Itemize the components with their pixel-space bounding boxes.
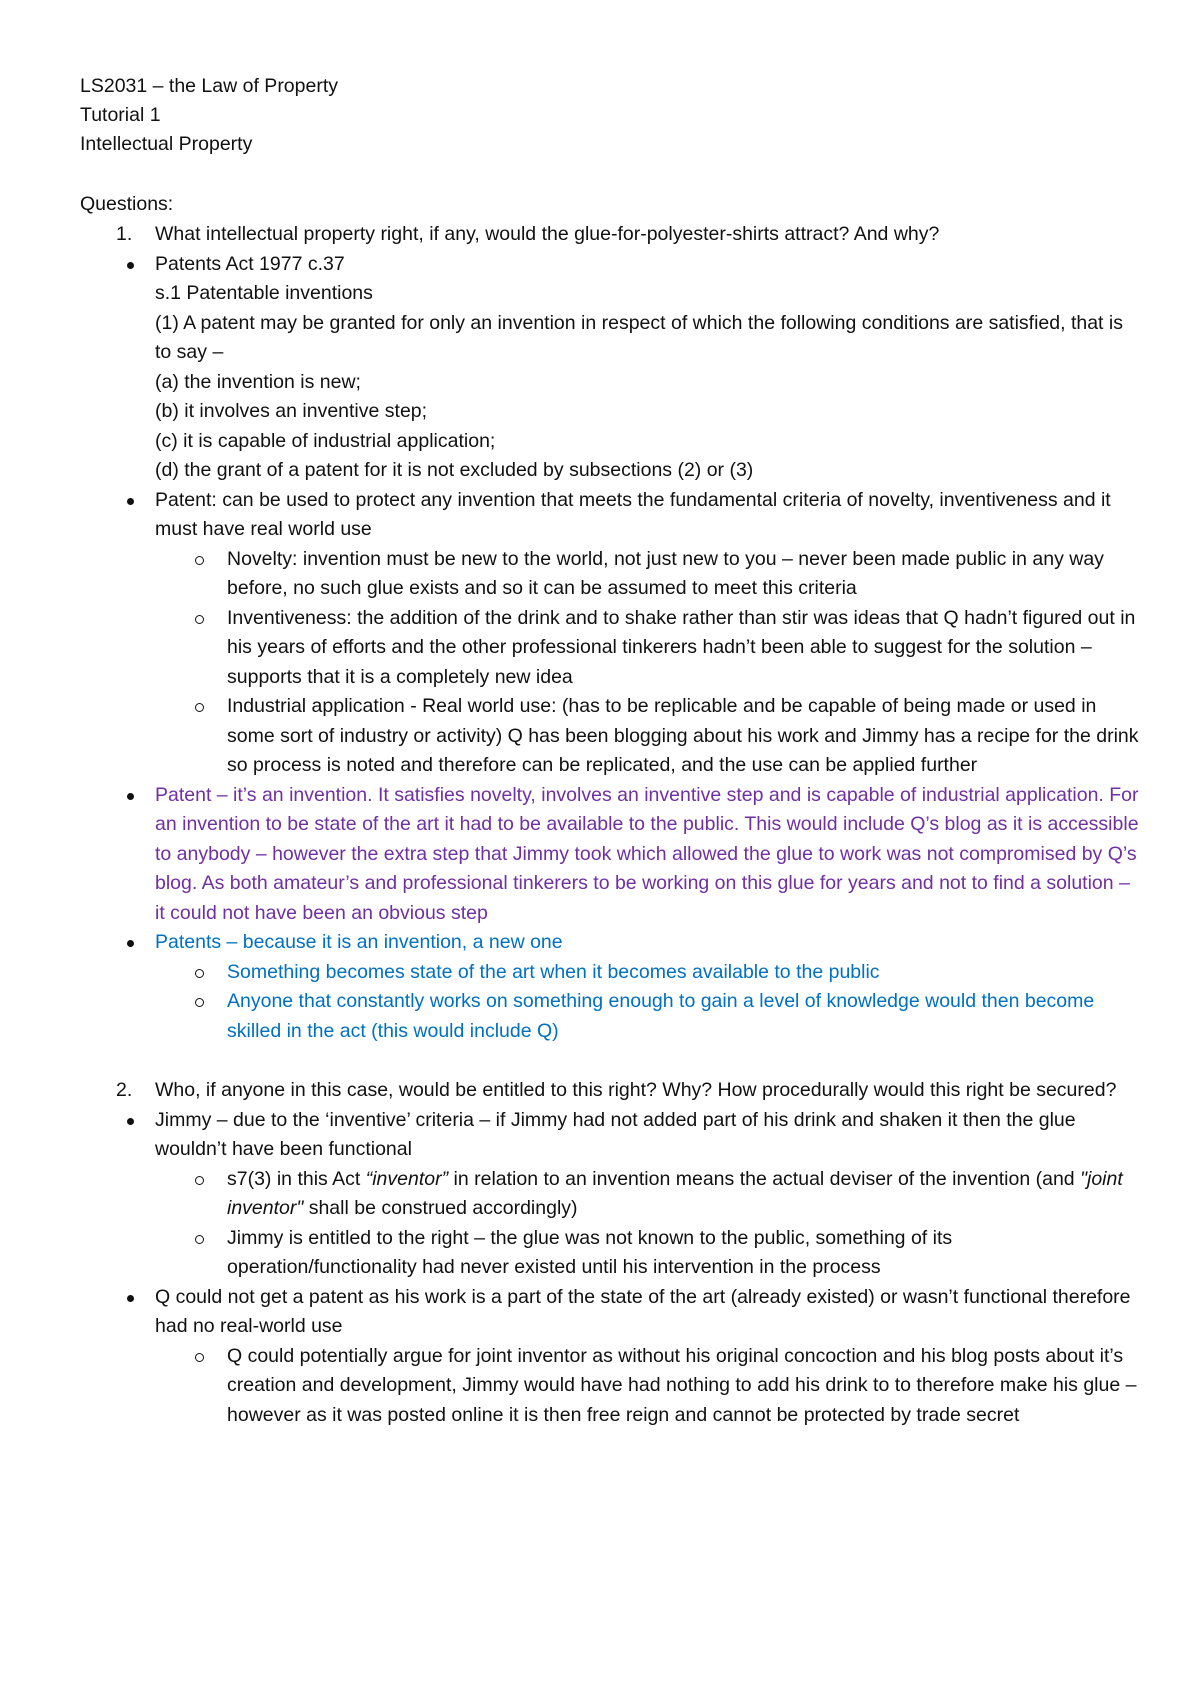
bullet-text: Patent – it’s an invention. It satisfies novelty, involves an inventive step and is capable of industrial application. For an invention to be state of the art it had to be available to the public. This would include Q’s blog as it is accessible to anybody – however the extra step that Jimmy took which allowed the glue to work was not compromised by Q’s blog. As both amateur’s and professional tinkerers to be working on this glue for years and not to find a solution – it could not have been an obvious step: [155, 783, 1139, 924]
sub-bullet-item: [193, 958, 1140, 988]
definition-tail: shall be construed accordingly): [303, 1197, 578, 1219]
definition-text: in relation to an invention means the actual deviser of the invention (and: [448, 1167, 1081, 1190]
bullet-item: [122, 250, 1140, 486]
answer-bullets: [122, 1106, 1140, 1431]
sub-bullet-text: Jimmy is entitled to the right – the glue was not known to the public, something of its operation/functionality had never existed until his intervention in the process: [227, 1226, 953, 1278]
sub-bullet-item: [193, 692, 1140, 781]
sub-bullet-icon: [195, 998, 204, 1007]
bullet-item: [122, 486, 1140, 781]
sub-bullet-text: Inventiveness: the addition of the drink and to shake rather than stir was ideas that Q hadn’t figured out in his years of efforts and the other professional tinkerers hadn’t been able to suggest for the solution – supports that it is a completely new idea: [227, 606, 1136, 688]
statute-line: (b) it involves an inventive step;: [155, 400, 428, 422]
bullet-text: Q could not get a patent as his work is a part of the state of the art (already existed) or wasn’t functional therefore had no real-world use: [155, 1285, 1131, 1337]
statute-ref: s7(3) in this Act: [227, 1167, 366, 1190]
question-text: What intellectual property right, if any, would the glue-for-polyester-shirts attract? And why?: [155, 223, 940, 245]
bullet-icon: [127, 793, 134, 800]
inventor-term: “inventor”: [365, 1167, 449, 1190]
bullet-item-blue: [122, 928, 1140, 1046]
course-title: LS2031 – the Law of Property: [80, 75, 339, 97]
statute-line: (c) it is capable of industrial application;: [155, 429, 496, 452]
sub-bullet-item: [193, 604, 1140, 693]
sub-bullets: [193, 1165, 1140, 1283]
sub-bullet-icon: [195, 1353, 204, 1362]
statute-line: (a) the invention is new;: [155, 370, 361, 393]
sub-bullet-item: [193, 1224, 1140, 1283]
statute-line: (1) A patent may be granted for only an invention in respect of which the following conditions are satisfied, that is to say –: [155, 311, 1123, 363]
joint-inventor-term: "joint inventor": [227, 1167, 1123, 1219]
question-2: [80, 1076, 1140, 1430]
question-number: 2.: [116, 1079, 133, 1101]
sub-bullets: [193, 545, 1140, 781]
sub-bullet-item: [193, 1342, 1140, 1431]
sub-bullet-text: Novelty: invention must be new to the world, not just new to you – never been made public in any way before, no such glue exists and so it can be assumed to meet this criteria: [227, 547, 1104, 599]
question-number: 1.: [116, 223, 133, 245]
statute-line: s.1 Patentable inventions: [155, 282, 373, 304]
sub-bullet-item: [193, 1165, 1140, 1224]
bullet-item: [122, 1283, 1140, 1431]
sub-bullet-item: [193, 545, 1140, 604]
bullet-icon: [127, 262, 134, 269]
statute-line: Patents Act 1977 c.37: [155, 252, 345, 275]
bullet-icon: [127, 1118, 134, 1125]
sub-bullet-text: Industrial application - Real world use: (has to be replicable and be capable of being made or used in some sort of industry or activity) Q has been blogging about his work and Jimmy has a recipe for the drink so process is noted and therefore can be replicated, and the use can be applied further: [227, 695, 1139, 776]
answer-bullets: [122, 250, 1140, 1047]
statute-line: (d) the grant of a patent for it is not excluded by subsections (2) or (3): [155, 459, 754, 481]
bullet-item-purple: [122, 781, 1140, 929]
sub-bullets: [193, 958, 1140, 1047]
sub-bullet-icon: [195, 615, 204, 624]
bullet-icon: [127, 940, 134, 947]
bullet-item: [122, 1106, 1140, 1283]
questions-list: [80, 220, 1140, 1430]
bullet-icon: [127, 1295, 134, 1302]
sub-bullet-icon: [195, 1235, 204, 1244]
sub-bullet-icon: [195, 703, 204, 712]
sub-bullet-text: Something becomes state of the art when it becomes available to the public: [227, 960, 880, 983]
bullet-text: Patent: can be used to protect any invention that meets the fundamental criteria of novelty, inventiveness and it must have real world use: [155, 488, 1111, 540]
sub-bullet-text: Q could potentially argue for joint inventor as without his original concoction and his blog posts about it’s creation and development, Jimmy would have had nothing to add his drink to to therefore make his glue – however as it was posted online it is then free reign and cannot be protected by trade secret: [227, 1344, 1137, 1426]
bullet-icon: [127, 498, 134, 505]
document-body: [80, 220, 1140, 1430]
tutorial-label: Tutorial 1: [80, 104, 161, 126]
questions-heading: Questions:: [80, 193, 174, 215]
bullet-text: Patents – because it is an invention, a new one: [155, 931, 563, 953]
sub-bullet-icon: [195, 969, 204, 978]
document-header: [80, 72, 338, 159]
sub-bullet-text: Anyone that constantly works on something enough to gain a level of knowledge would then become skilled in the act (this would include Q): [227, 990, 1095, 1042]
bullet-text: Jimmy – due to the ‘inventive’ criteria – if Jimmy had not added part of his drink and shaken it then the glue wouldn’t have been functional: [155, 1108, 1076, 1160]
sub-bullet-item: [193, 987, 1140, 1046]
sub-bullet-icon: [195, 556, 204, 565]
question-1: [80, 220, 1140, 1046]
sub-bullets: [193, 1342, 1140, 1431]
topic-label: Intellectual Property: [80, 133, 253, 155]
sub-bullet-icon: [195, 1176, 204, 1185]
question-text: Who, if anyone in this case, would be entitled to this right? Why? How procedurally would this right be secured?: [155, 1079, 1117, 1101]
